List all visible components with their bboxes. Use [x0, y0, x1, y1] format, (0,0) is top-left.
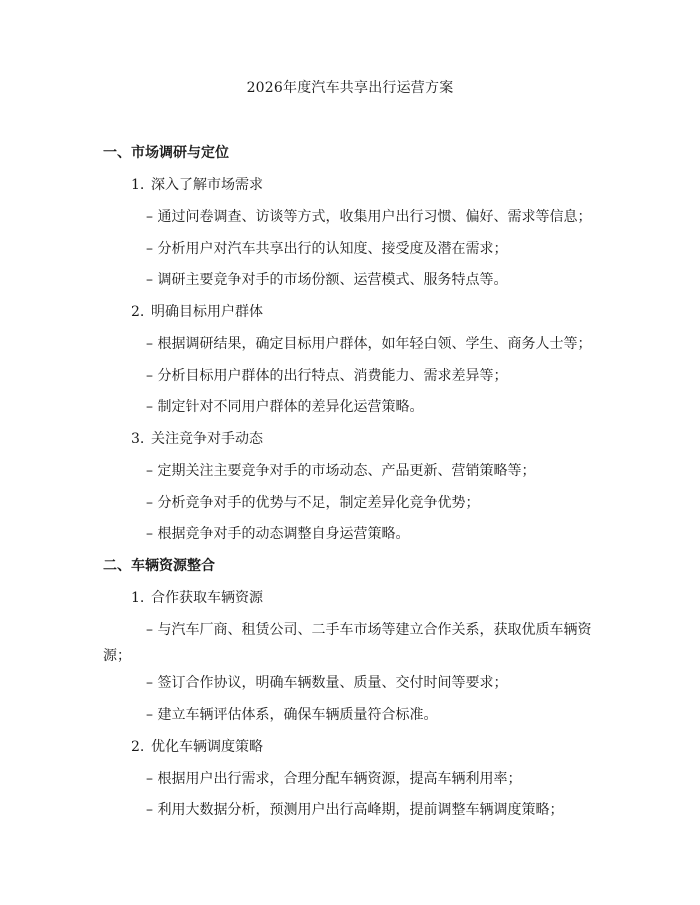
section-heading: 二、车辆资源整合: [103, 558, 215, 574]
document-title: 2026年度汽车共享出行运营方案: [246, 80, 454, 96]
subsection-title: 优化车辆调度策略: [151, 739, 263, 755]
subsection-heading: [131, 302, 263, 322]
bullet-item: – 与汽车厂商、租赁公司、二手车市场等建立合作关系，获取优质车辆资源；: [103, 622, 592, 664]
subsection-heading: [131, 429, 263, 449]
subsection-title: 关注竞争对手动态: [151, 431, 263, 447]
bullet-item: – 利用大数据分析，预测用户出行高峰期，提前调整车辆调度策略；: [146, 802, 564, 818]
bullet-item: – 根据竞争对手的动态调整自身运营策略。: [146, 526, 410, 542]
bullet-item: – 分析目标用户群体的出行特点、消费能力、需求差异等；: [146, 368, 508, 384]
bullet-item: – 制定针对不同用户群体的差异化运营策略。: [146, 399, 424, 415]
bullet-item: – 分析竞争对手的优势与不足，制定差异化竞争优势；: [146, 495, 480, 511]
bullet-item: – 根据用户出行需求，合理分配车辆资源，提高车辆利用率；: [146, 771, 522, 787]
bullet-item: – 根据调研结果，确定目标用户群体，如年轻白领、学生、商务人士等；: [146, 336, 592, 352]
bullet-item: – 建立车辆评估体系，确保车辆质量符合标准。: [146, 707, 438, 723]
subsection-title: 合作获取车辆资源: [151, 590, 263, 606]
bullet-item-wrapped: [103, 617, 603, 669]
subsection-number: 2.: [131, 739, 145, 755]
bullet-item: – 通过问卷调查、访谈等方式，收集用户出行习惯、偏好、需求等信息；: [146, 209, 592, 225]
bullet-item: – 分析用户对汽车共享出行的认知度、接受度及潜在需求；: [146, 241, 508, 257]
subsection-title: 深入了解市场需求: [151, 177, 263, 193]
subsection-number: 1.: [131, 177, 145, 193]
subsection-title: 明确目标用户群体: [151, 304, 263, 320]
subsection-number: 1.: [131, 590, 145, 606]
bullet-item: – 签订合作协议，明确车辆数量、质量、交付时间等要求；: [146, 675, 508, 691]
subsection-heading: [131, 175, 263, 195]
section-heading: 一、市场调研与定位: [103, 145, 229, 161]
bullet-item: – 定期关注主要竞争对手的市场动态、产品更新、营销策略等；: [146, 463, 536, 479]
subsection-number: 3.: [131, 431, 145, 447]
subsection-heading: [131, 588, 263, 608]
bullet-item: – 调研主要竞争对手的市场份额、运营模式、服务特点等。: [146, 272, 508, 288]
subsection-heading: [131, 737, 263, 757]
subsection-number: 2.: [131, 304, 145, 320]
